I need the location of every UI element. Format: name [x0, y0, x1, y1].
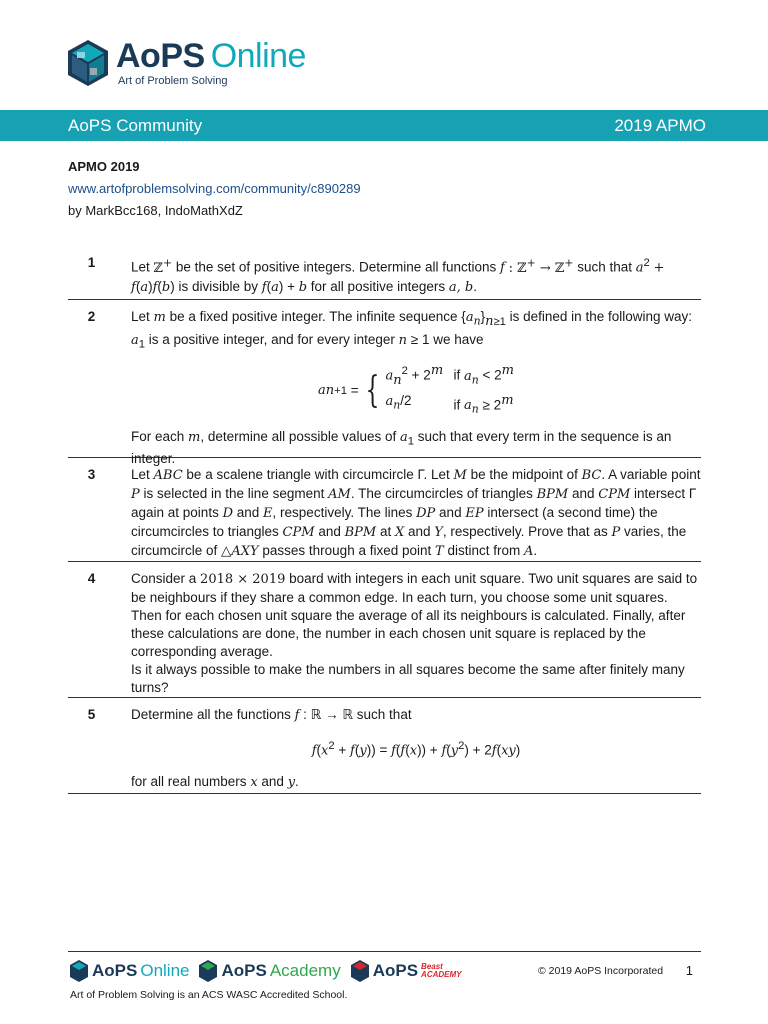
problem-text: Let ℤ+ be the set of positive integers. Determine all functions f : ℤ+ → ℤ+ such that $a^2 + f(a)f(b)$ is divisible by f(a) + b for all positive integers a, b. — [131, 256, 665, 295]
problem-number: 4 — [87, 571, 96, 586]
aops-cube-icon — [70, 960, 88, 982]
problem-1 — [68, 244, 701, 300]
problem-4 — [68, 562, 701, 698]
contest-title: APMO 2019 — [68, 159, 140, 174]
header-bar — [0, 110, 768, 141]
footer-online-aops: AoPS — [92, 961, 138, 980]
footer-aops-online-logo[interactable] — [70, 960, 189, 982]
contest-meta — [68, 156, 361, 222]
accreditation-note: Art of Problem Solving is an ACS WASC Accredited School. — [70, 989, 348, 1001]
problem-list — [68, 244, 701, 794]
aops-cube-icon — [199, 960, 217, 982]
footer-beast-label: Beast ACADEMY — [421, 962, 462, 979]
community-link[interactable]: www.artofproblemsolving.com/community/c890289 — [68, 181, 361, 196]
footer-beast-aops: AoPS — [372, 961, 419, 980]
copyright: © 2019 AoPS Incorporated — [538, 965, 664, 977]
contest-label: 2019 APMO — [614, 115, 706, 135]
aops-cube-icon — [351, 960, 369, 982]
footer-academy-label: Academy — [269, 961, 341, 980]
problem-text: Consider a 2018 × 2019 board with integers in each unit square. Two unit squares are said to be neighbours if they share a common edge. In each turn, you choose some unit squares. Then for each chosen unit square the average of all its neighbours is calculated. Finally, after these calculations are done, the number in each chosen unit square is replaced by the corresponding average. Is it always possible to make the numbers in all squares become the same after finitely many turns? — [131, 571, 698, 695]
recurrence-formula: a n+1 = { $a_n^2 + 2^m$ if $a_n < 2^m$ $a_n/2$ if $a_n \ge 2^m$ — [317, 363, 514, 416]
aops-online-logo[interactable] — [68, 38, 306, 87]
footer-online-label: Online — [140, 961, 190, 980]
logo-aops: AoPS — [116, 37, 205, 75]
problem-5 — [68, 698, 701, 794]
problem-number: 5 — [87, 707, 96, 722]
footer-aops-academy-logo[interactable] — [199, 960, 340, 982]
footer-beast-academy-logo[interactable] — [351, 960, 462, 982]
authors: by MarkBcc168, IndoMathXdZ — [68, 203, 243, 218]
problem-number: 1 — [87, 255, 96, 270]
problem-3 — [68, 458, 701, 562]
aops-cube-icon — [68, 40, 108, 86]
footer-divider — [68, 951, 701, 952]
problem-2 — [68, 300, 701, 467]
problem-text: Determine all the functions f : ℝ → ℝ such that $f(x^2 + f(y)) = f(f(x)) + f(y^2) + 2f(xy)$ for all real numbers x and y. — [131, 706, 701, 785]
logo-online: Online — [210, 37, 306, 75]
page-number: 1 — [685, 963, 693, 978]
logo-tagline: Art of Problem Solving — [118, 75, 228, 87]
problem-number: 3 — [87, 467, 96, 482]
functional-equation: $f(x^2 + f(y)) = f(f(x)) + f(y^2) + 2f(xy)$ — [311, 740, 521, 759]
problem-number: 2 — [87, 309, 96, 324]
footer-academy-aops: AoPS — [221, 961, 267, 980]
footer — [70, 960, 701, 982]
community-label[interactable]: AoPS Community — [68, 115, 203, 135]
problem-text: Let m be a fixed positive integer. The infinite sequence $\{a_n\}_{n\ge 1}$ is defined in the following way: $a_1$ is a positive integer, and for every integer n ≥ 1 we have a n+1 = { $a_n^2 + 2^m$ if $a_n < 2^m$ $a_n/2$ if $a_n \ge 2^m$ For each m, determine all possible values of $a_1$ such that every term in the sequence is an integer. — [131, 308, 701, 449]
problem-text: Let ABC be a scalene triangle with circumcircle Γ. Let M be the midpoint of BC. A variable point P is selected in the line segment AM. The circumcircles of triangles BPM and CPM intersect Γ again at points D and E, respectively. The lines DP and EP intersect (a second time) the circumcircles to triangles CPM and BPM at X and Y, respectively. Prove that as P varies, the circumcircle of △AXY passes through a fixed point T distinct from A. — [131, 467, 701, 559]
